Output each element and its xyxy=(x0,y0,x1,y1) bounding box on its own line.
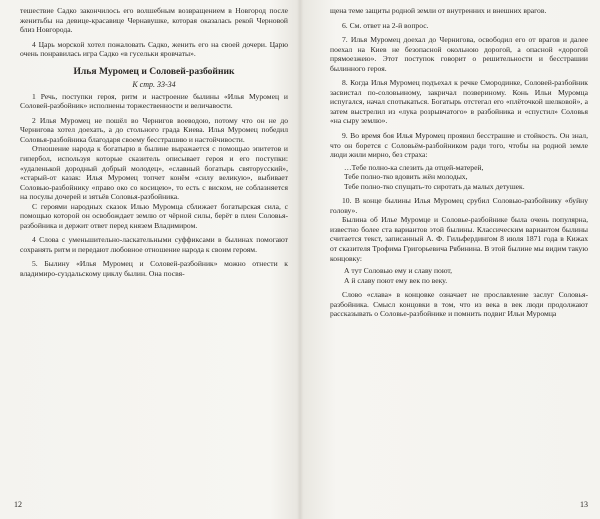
paragraph: 4 Слова с уменьшительно-ласкательными суффиксами в былинах помогают сохранять ритм и передают любовное отношение народа к своим героям. xyxy=(20,235,288,254)
section-subheading: К стр. 33-34 xyxy=(132,79,176,89)
right-page xyxy=(300,0,600,519)
paragraph: 1 Речь, поступки героя, ритм и настроение былины «Илья Муромец и Соловей-разбойник» исполнены торжественности и величавости. xyxy=(20,91,288,111)
paragraph: Слово «слава» в концовке означает не прославление заслуг Соловья-разбойника. Смысл концовки в том, что из века в век люди продолжают рассказывать о Соловье-разбойнике и помнить подвиг Ильи Муромца xyxy=(330,290,588,319)
paragraph: 10. В конце былины Илья Муромец срубил Соловью-разбойнику «буйну голову». xyxy=(330,196,588,215)
paragraph: С героями народных сказок Илью Муромца сближает богатырская сила, с помощью которой он освобождает землю от чёрной силы, берёт в плен Соловья-разбойника и держит ответ перед князем Владимиром. xyxy=(20,201,288,230)
paragraph: Отношение народа к богатырю в былине выражается с помощью эпитетов и гипербол, используя которые сказитель описывает героя и его поступки: «удаленькой дородный добрый молодец», «славный богатырь святорусский», «старый-от казак: Илья Муромец топчет конём «силу великую», выбивает Соловью-разбойнику «право око со косицею», то есть с виском, не соблазняется на посулы дочерей и зятьёв Соловья-разбойника. xyxy=(20,144,288,202)
paragraph: 6. См. ответ на 2-й вопрос. xyxy=(342,20,429,30)
page-number-left: 12 xyxy=(14,500,22,509)
verse-line: А й славу поют ему век по веку. xyxy=(344,275,448,285)
section-heading: Илья Муромец и Соловей-разбойник xyxy=(73,65,235,77)
verse-line: Тебе полно-тко спущать-то сиротать да малых детушек. xyxy=(344,181,525,191)
paragraph: 9. Во время боя Илья Муромец проявил бесстрашие и стойкость. Он знал, что он борется с Соловьём-разбойником ради того, чтобы на родной земле люди жили мирно, без страха: xyxy=(330,131,588,160)
paragraph: 2 Илья Муромец не пошёл во Чернигов воеводою, потому что он не до Чернигова хотел доехать, а до стольного града Киева. Илья Муромец победил Соловья-разбойника благодаря своему бесстрашию и настойчивости. xyxy=(20,115,288,144)
paragraph: 5. Былину «Илья Муромец и Соловей-разбойник» можно отнести к владимиро-суздальскому циклу былин. Она посвя- xyxy=(20,259,288,279)
paragraph: 4 Царь морской хотел пожаловать Садко, женить его на своей дочери. Царю очень понравилась игра Садко «в гусельки яровчаты». xyxy=(20,39,288,59)
paragraph: щена теме защиты родной земли от внутренних и внешних врагов. xyxy=(330,6,547,15)
right-page-text xyxy=(330,6,588,319)
page-number-right: 13 xyxy=(580,500,588,509)
paragraph: тешествие Садко закончилось его волшебным возвращением в Новгород после женитьбы на девице-красавице Чернавушке, которая оказалась рекой Черновой близ Новгорода. xyxy=(20,6,288,35)
left-page-text xyxy=(20,6,288,279)
paragraph: 8. Когда Илья Муромец подъехал к речке Смородинке, Соловей-разбойник засвистал по-соловьиному, закричал позвериному. Конь Ильи Муромца испугался, начал спотыкаться. Богатырь отстегал его «плёточкой шелковой», а затем выстрелил из «лука розрывчатого» в разбойника и «спустил» Соловья «на сыру землю». xyxy=(330,78,588,126)
verse-line: …Тебе полно-ка слезить да отцей-матерей, xyxy=(344,162,484,172)
paragraph: Былина об Илье Муромце и Соловье-разбойнике была очень популярна, известно более ста вариантов этой былины. Классическим вариантом былины считается текст, записанный А. Ф. Гильфердингом 8 июля 1871 года в Кижах от сказителя Трофима Григорьевича Рябинина. В этой былине мы видим такую концовку: xyxy=(330,215,588,263)
verse-line: А тут Соловью ему и славу поют, xyxy=(344,266,453,276)
paragraph: 7. Илья Муромец доехал до Чернигова, освободил его от врагов и далее поехал на Киев не безопасной окольною дорогой, а опасной «дорогой прямоезжею». Этот поступок говорит о решительности и бесстрашии былинного героя. xyxy=(330,35,588,73)
verse-line: Тебе полно-тко вдовить жён молодых, xyxy=(344,172,468,182)
